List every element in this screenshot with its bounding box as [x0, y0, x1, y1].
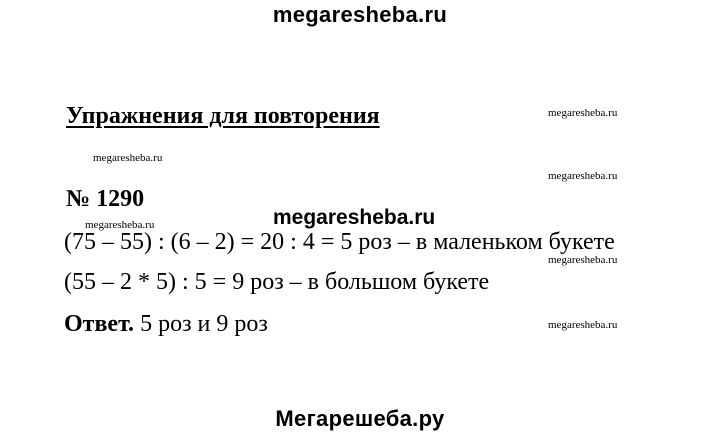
watermark-middle: megaresheba.ru	[273, 206, 436, 229]
watermark-small: megaresheba.ru	[548, 254, 618, 266]
watermark-small: megaresheba.ru	[548, 107, 618, 119]
solution-line-1: (75 – 55) : (6 – 2) = 20 : 4 = 5 роз – в маленьком букете	[64, 229, 615, 255]
solution-line-2: (55 – 2 * 5) : 5 = 9 роз – в большом букете	[64, 269, 490, 295]
answer-text: 5 роз и 9 роз	[134, 311, 268, 337]
problem-number: № 1290	[66, 186, 145, 212]
watermark-small: megaresheba.ru	[548, 319, 618, 331]
watermark-top: megaresheba.ru	[272, 2, 448, 27]
answer-line	[64, 311, 268, 338]
watermark-small: megaresheba.ru	[93, 152, 163, 164]
watermark-small: megaresheba.ru	[85, 219, 155, 231]
watermark-small: megaresheba.ru	[548, 170, 618, 182]
answer-label: Ответ.	[64, 311, 135, 337]
section-title: Упражнения для повторения	[66, 103, 380, 129]
watermark-bottom: Мегарешеба.ру	[275, 406, 445, 431]
